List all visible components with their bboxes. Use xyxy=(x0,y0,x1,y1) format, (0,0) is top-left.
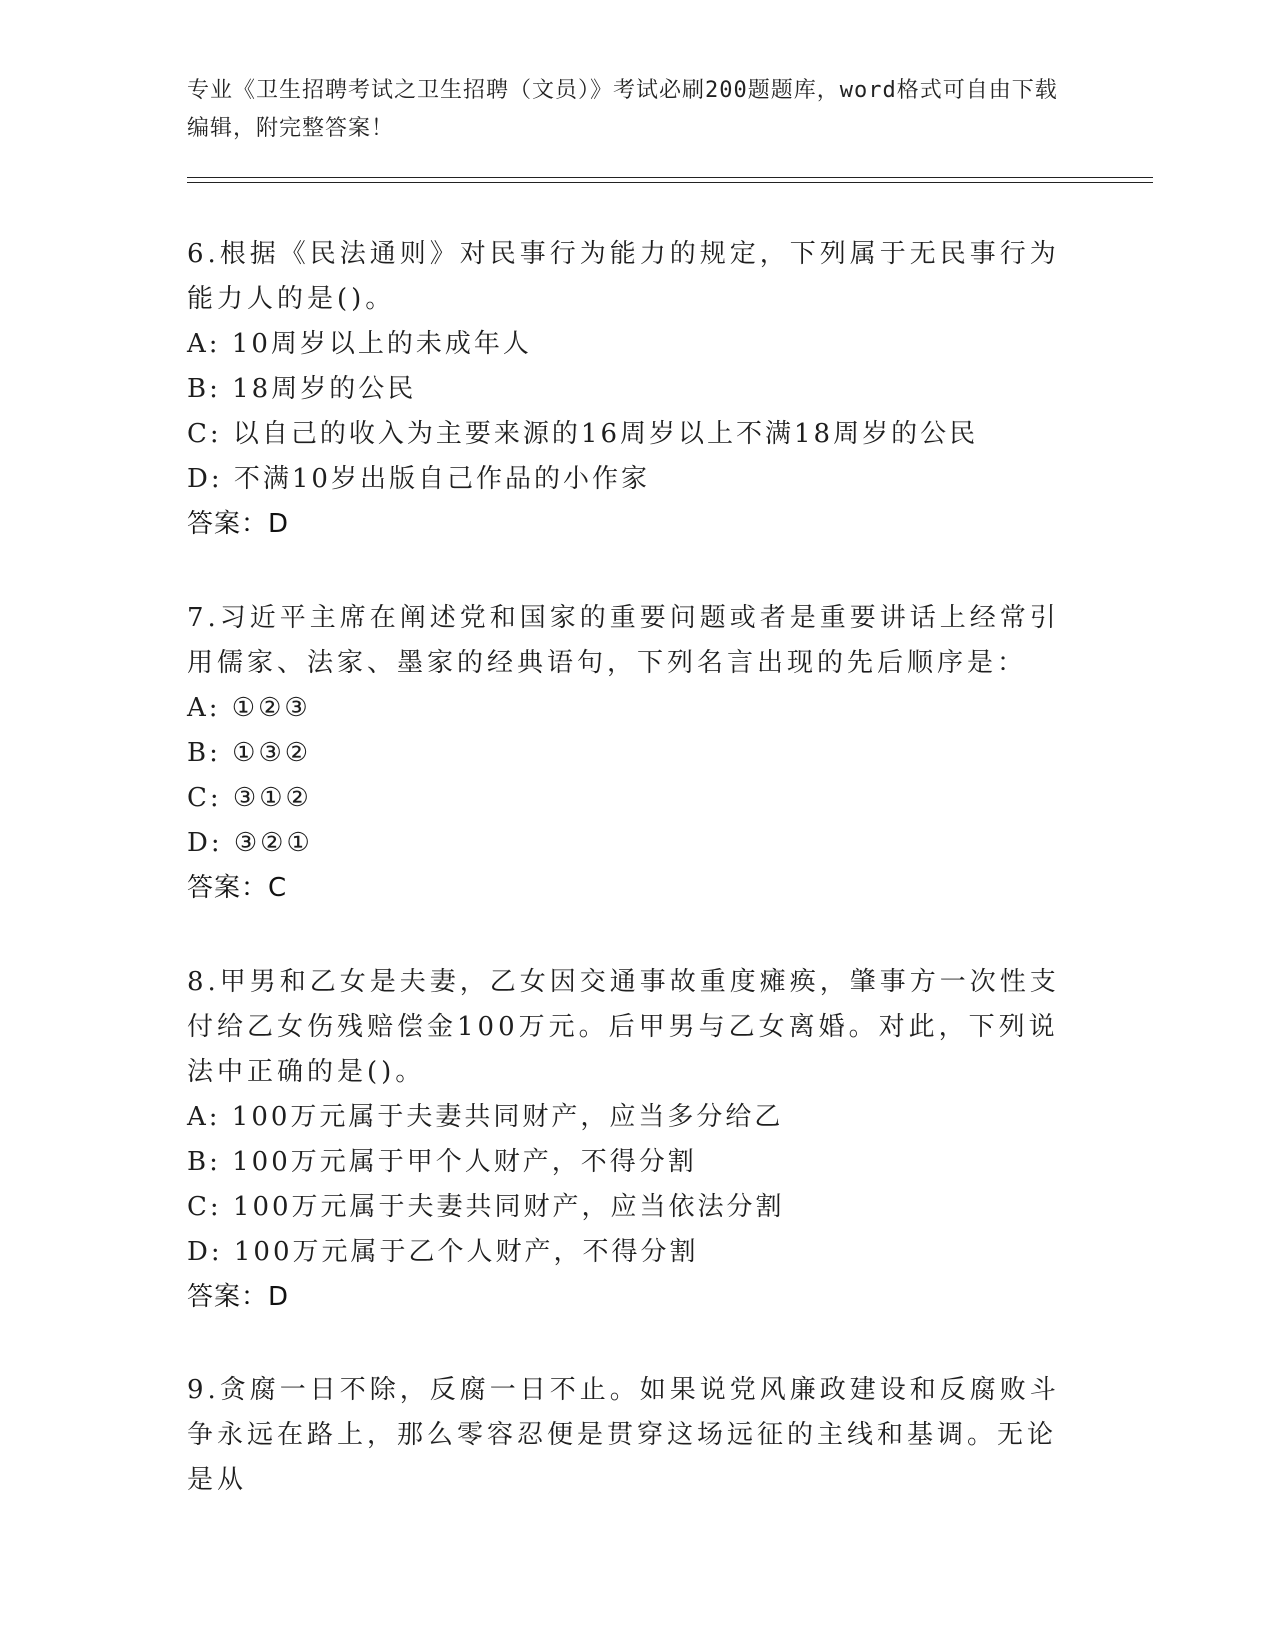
question-stem: 6.根据《民法通则》对民事行为能力的规定，下列属于无民事行为能力人的是()。 xyxy=(187,239,1060,314)
option-c: C: 100万元属于夫妻共同财产，应当依法分割 xyxy=(187,1192,785,1222)
option-c: C: ③①② xyxy=(187,783,312,813)
document-header: 专业《卫生招聘考试之卫生招聘（文员）》考试必刷200题题库，word格式可自由下载编辑，附完整答案！ xyxy=(187,78,1058,141)
answer: 答案：C xyxy=(187,873,288,903)
option-c: C: 以自己的收入为主要来源的16周岁以上不满18周岁的公民 xyxy=(187,419,979,449)
question-stem: 9.贪腐一日不除，反腐一日不止。如果说党风廉政建设和反腐败斗争永远在路上，那么零容忍便是贯穿这场远征的主线和基调。无论是从 xyxy=(187,1375,1060,1495)
question-8 xyxy=(187,960,1067,1320)
option-a: A: 100万元属于夫妻共同财产，应当多分给乙 xyxy=(187,1102,784,1132)
header-divider-bottom xyxy=(187,182,1153,183)
question-stem: 8.甲男和乙女是夫妻，乙女因交通事故重度瘫痪，肇事方一次性支付给乙女伤残赔偿金100万元。后甲男与乙女离婚。对此，下列说法中正确的是()。 xyxy=(187,967,1060,1087)
option-b: B: 100万元属于甲个人财产，不得分割 xyxy=(187,1147,697,1177)
answer: 答案：D xyxy=(187,1282,290,1312)
answer: 答案：D xyxy=(187,509,290,539)
question-7 xyxy=(187,596,1067,911)
question-6 xyxy=(187,232,1067,547)
option-b: B: 18周岁的公民 xyxy=(187,374,417,404)
option-d: D: 100万元属于乙个人财产，不得分割 xyxy=(187,1237,699,1267)
option-a: A: 10周岁以上的未成年人 xyxy=(187,329,532,359)
question-9 xyxy=(187,1368,1067,1503)
option-d: D: ③②① xyxy=(187,828,313,858)
option-d: D: 不满10岁出版自己作品的小作家 xyxy=(187,464,650,494)
question-stem: 7.习近平主席在阐述党和国家的重要问题或者是重要讲话上经常引用儒家、法家、墨家的经典语句，下列名言出现的先后顺序是： xyxy=(187,603,1060,678)
option-a: A: ①②③ xyxy=(187,693,311,723)
option-b: B: ①③② xyxy=(187,738,312,768)
header-divider-top xyxy=(187,177,1153,178)
